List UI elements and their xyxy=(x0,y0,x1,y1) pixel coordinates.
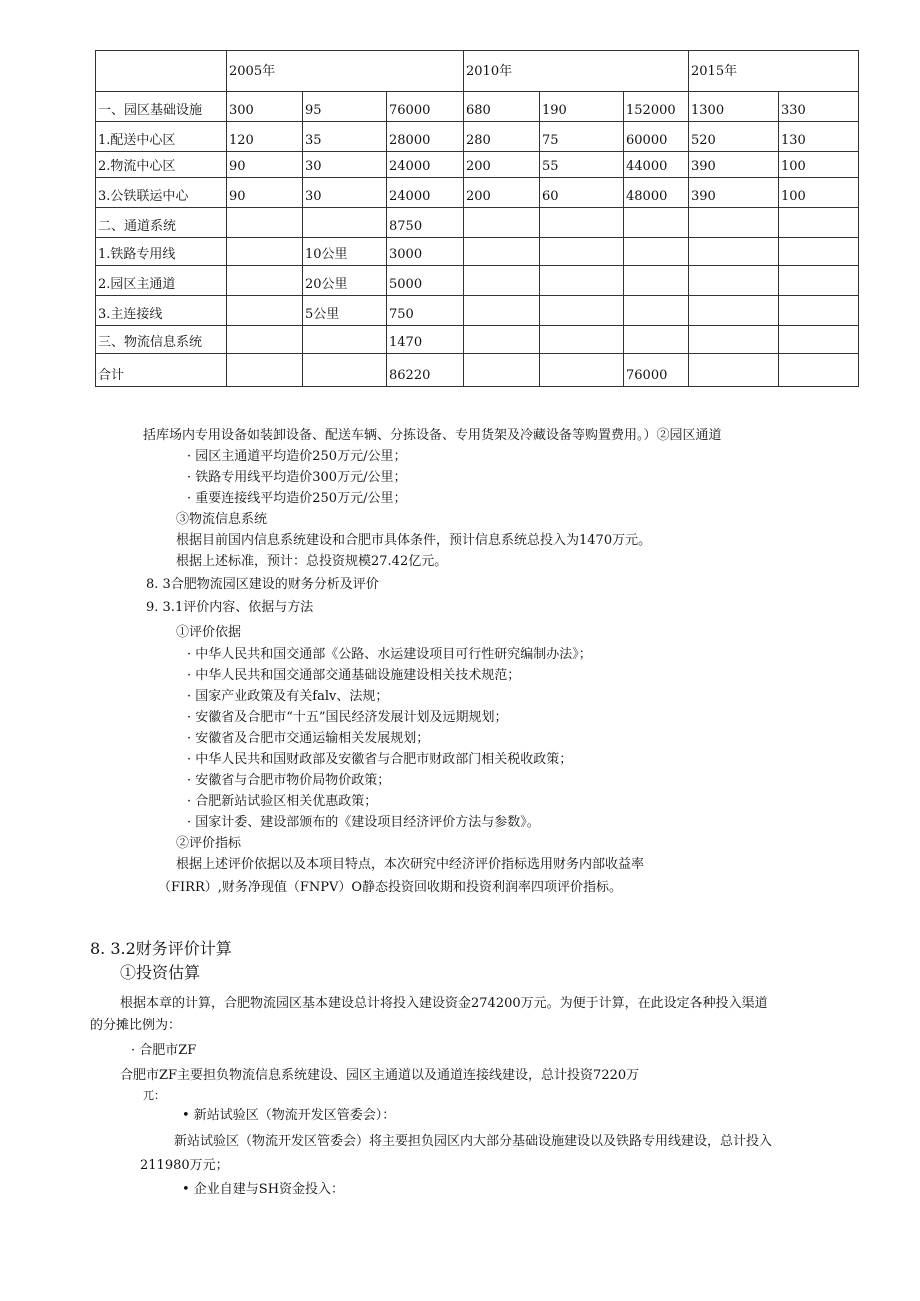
value-cell: 55 xyxy=(540,152,624,178)
bullet-item: · 铁路专用线平均造价300万元/公里； xyxy=(187,470,407,485)
value-cell: 90 xyxy=(227,178,303,208)
table-row xyxy=(96,208,859,238)
year-header-2005: 2005年 xyxy=(227,51,464,92)
table-row xyxy=(96,266,859,296)
value-cell xyxy=(464,238,540,266)
value-cell xyxy=(689,296,779,326)
value-cell xyxy=(779,266,859,296)
value-cell: 520 xyxy=(689,122,779,152)
row-label-cell: 3.主连接线 xyxy=(96,296,227,326)
bullet-item: · 合肥新站试验区相关优惠政策； xyxy=(187,794,378,809)
bullet-item: · 安徽省及合肥市交通运输相关发展规划； xyxy=(187,731,430,746)
section-heading: 8. 3合肥物流园区建设的财务分析及评价 xyxy=(146,577,379,592)
subheading: ③物流信息系统 xyxy=(176,512,268,527)
value-cell: 100 xyxy=(779,152,859,178)
value-cell xyxy=(779,326,859,354)
value-cell: 95 xyxy=(303,92,387,122)
value-cell xyxy=(303,354,387,387)
value-cell: 152000 xyxy=(624,92,689,122)
row-label-cell: 2.物流中心区 xyxy=(96,152,227,178)
value-cell xyxy=(624,208,689,238)
value-cell: 5公里 xyxy=(303,296,387,326)
text-line: 根据上述标准，预计：总投资规模27.42亿元。 xyxy=(176,554,448,569)
value-cell xyxy=(540,354,624,387)
row-label-cell: 1.配送中心区 xyxy=(96,122,227,152)
value-cell xyxy=(464,326,540,354)
value-cell: 86220 xyxy=(387,354,464,387)
value-cell: 35 xyxy=(303,122,387,152)
value-cell: 44000 xyxy=(624,152,689,178)
row-label-cell: 合计 xyxy=(96,354,227,387)
table-row xyxy=(96,326,859,354)
value-cell: 30 xyxy=(303,178,387,208)
subheading: ①评价依据 xyxy=(176,625,242,640)
value-cell xyxy=(540,266,624,296)
subheading: ①投资估算 xyxy=(120,963,201,982)
value-cell: 5000 xyxy=(387,266,464,296)
row-label-cell: 3.公铁联运中心 xyxy=(96,178,227,208)
value-cell xyxy=(303,208,387,238)
value-cell xyxy=(464,266,540,296)
value-cell: 76000 xyxy=(387,92,464,122)
value-cell: 330 xyxy=(779,92,859,122)
value-cell: 280 xyxy=(464,122,540,152)
table-row xyxy=(96,354,859,387)
bullet-item: · 国家计委、建设部颁布的《建设项目经济评价方法与参数》。 xyxy=(187,815,540,830)
subheading: ②评价指标 xyxy=(176,836,242,851)
text-line: 根据目前国内信息系统建设和合肥市具体条件，预计信息系统总投入为1470万元。 xyxy=(176,533,652,548)
paragraph-line: 兀： xyxy=(143,1089,165,1102)
bullet-item: · 合肥市ZF xyxy=(131,1043,197,1058)
value-cell: 200 xyxy=(464,178,540,208)
value-cell xyxy=(227,266,303,296)
value-cell xyxy=(689,326,779,354)
value-cell xyxy=(779,238,859,266)
value-cell xyxy=(624,238,689,266)
value-cell: 90 xyxy=(227,152,303,178)
value-cell xyxy=(779,296,859,326)
value-cell xyxy=(779,354,859,387)
value-cell xyxy=(689,238,779,266)
value-cell: 20公里 xyxy=(303,266,387,296)
year-header-2010: 2010年 xyxy=(464,51,689,92)
value-cell: 300 xyxy=(227,92,303,122)
value-cell xyxy=(227,296,303,326)
value-cell xyxy=(624,326,689,354)
value-cell: 8750 xyxy=(387,208,464,238)
value-cell: 120 xyxy=(227,122,303,152)
value-cell: 100 xyxy=(779,178,859,208)
value-cell: 60000 xyxy=(624,122,689,152)
value-cell: 60 xyxy=(540,178,624,208)
bullet-item: · 安徽省与合肥市物价局物价政策； xyxy=(187,773,391,788)
table-row xyxy=(96,238,859,266)
paragraph-line: 根据本章的计算，合肥物流园区基本建设总计将投入建设资金274200万元。为便于计算，在此设定各种投入渠道 xyxy=(120,996,768,1011)
value-cell xyxy=(227,354,303,387)
value-cell xyxy=(227,326,303,354)
value-cell: 30 xyxy=(303,152,387,178)
bullet-item: · 重要连接线平均造价250万元/公里； xyxy=(187,491,407,506)
table-header-row xyxy=(96,51,859,92)
table-row xyxy=(96,122,859,152)
row-label-cell: 一、园区基础设施 xyxy=(96,92,227,122)
bullet-item: · 国家产业政策及有关falv、法规； xyxy=(187,689,389,704)
value-cell: 390 xyxy=(689,152,779,178)
year-header-2015: 2015年 xyxy=(689,51,859,92)
text-line: （FIRR）,财务净现值（FNPV）O静态投资回收期和投资利润率四项评价指标。 xyxy=(158,880,623,895)
value-cell xyxy=(540,326,624,354)
table-row xyxy=(96,152,859,178)
value-cell: 48000 xyxy=(624,178,689,208)
value-cell xyxy=(303,326,387,354)
header-empty-cell xyxy=(96,51,227,92)
investment-table xyxy=(95,50,859,387)
value-cell xyxy=(624,266,689,296)
value-cell: 190 xyxy=(540,92,624,122)
row-label-cell: 2.园区主通道 xyxy=(96,266,227,296)
value-cell: 1470 xyxy=(387,326,464,354)
value-cell: 680 xyxy=(464,92,540,122)
value-cell xyxy=(689,208,779,238)
paragraph-line: 的分摊比例为： xyxy=(90,1018,182,1033)
value-cell: 1300 xyxy=(689,92,779,122)
section-heading: 8. 3.2财务评价计算 xyxy=(90,939,232,958)
bullet-item: · 安徽省及合肥市“十五”国民经济发展计划及远期规划； xyxy=(187,710,508,725)
value-cell: 130 xyxy=(779,122,859,152)
bullet-item: · 园区主通道平均造价250万元/公里； xyxy=(187,449,407,464)
value-cell xyxy=(689,354,779,387)
bullet-item: • 企业自建与SH资金投入： xyxy=(182,1182,345,1197)
value-cell: 200 xyxy=(464,152,540,178)
value-cell xyxy=(624,296,689,326)
value-cell xyxy=(227,238,303,266)
value-cell: 10公里 xyxy=(303,238,387,266)
value-cell xyxy=(464,208,540,238)
value-cell xyxy=(540,296,624,326)
value-cell xyxy=(689,266,779,296)
value-cell xyxy=(464,354,540,387)
row-label-cell: 三、物流信息系统 xyxy=(96,326,227,354)
row-label-cell: 二、通道系统 xyxy=(96,208,227,238)
table-row xyxy=(96,92,859,122)
value-cell: 750 xyxy=(387,296,464,326)
value-cell xyxy=(540,238,624,266)
row-label-cell: 1.铁路专用线 xyxy=(96,238,227,266)
text-line: 根据上述评价依据以及本项目特点，本次研究中经济评价指标选用财务内部收益率 xyxy=(176,857,645,872)
value-cell: 3000 xyxy=(387,238,464,266)
bullet-item: · 中华人民共和国交通部《公路、水运建设项目可行性研究编制办法》； xyxy=(187,647,592,662)
value-cell: 75 xyxy=(540,122,624,152)
table-row xyxy=(96,178,859,208)
value-cell xyxy=(540,208,624,238)
text-line: 括库场内专用设备如装卸设备、配送车辆、分拣设备、专用货架及冷藏设备等购置费用。）②园区通道 xyxy=(143,428,722,443)
bullet-item: · 中华人民共和国财政部及安徽省与合肥市财政部门相关税收政策； xyxy=(187,752,573,767)
value-cell: 24000 xyxy=(387,178,464,208)
value-cell: 28000 xyxy=(387,122,464,152)
value-cell xyxy=(227,208,303,238)
paragraph-line: 211980万元； xyxy=(140,1158,229,1173)
table-row xyxy=(96,296,859,326)
value-cell: 24000 xyxy=(387,152,464,178)
value-cell xyxy=(464,296,540,326)
bullet-item: • 新站试验区（物流开发区管委会）： xyxy=(182,1108,396,1123)
bullet-item: · 中华人民共和国交通部交通基础设施建设相关技术规范； xyxy=(187,668,521,683)
value-cell: 76000 xyxy=(624,354,689,387)
value-cell xyxy=(779,208,859,238)
paragraph-line: 合肥市ZF主要担负物流信息系统建设、园区主通道以及通道连接线建设，总计投资7220万 xyxy=(120,1068,640,1083)
value-cell: 390 xyxy=(689,178,779,208)
paragraph-line: 新站试验区（物流开发区管委会）将主要担负园区内大部分基础设施建设以及铁路专用线建设，总计投入 xyxy=(174,1134,773,1149)
section-heading: 9. 3.1评价内容、依据与方法 xyxy=(146,600,314,615)
